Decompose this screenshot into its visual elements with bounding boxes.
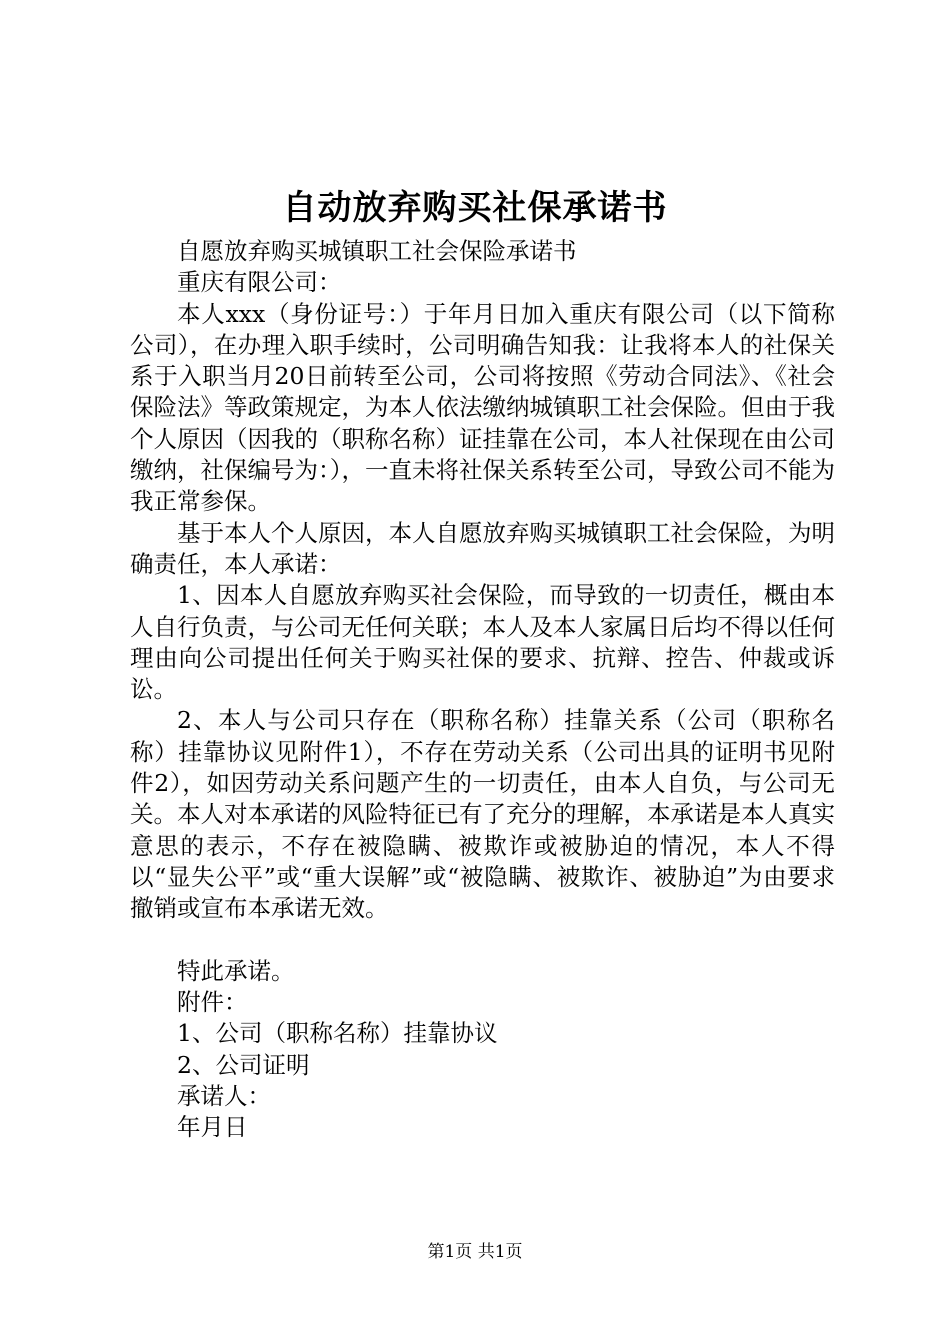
date-label: 年月日 bbox=[177, 1113, 248, 1142]
signatory-label: 承诺人： bbox=[177, 1082, 271, 1111]
attachments-heading: 附件： bbox=[177, 988, 248, 1017]
addressee-paragraph: 重庆有限公司： bbox=[177, 268, 342, 297]
document-body bbox=[130, 236, 835, 1144]
document-title: 自动放弃购买社保承诺书 bbox=[282, 188, 668, 228]
reason-paragraph: 基于本人个人原因，本人自愿放弃购买城镇职工社会保险，为明确责任，本人承诺： bbox=[130, 518, 835, 578]
page-footer: 第1页 共1页 bbox=[427, 1242, 523, 1262]
subtitle-paragraph: 自愿放弃购买城镇职工社会保险承诺书 bbox=[177, 237, 577, 265]
closing-statement: 特此承诺。 bbox=[177, 956, 295, 985]
attachment-item-1: 1、公司（职称名称）挂靠协议 bbox=[177, 1019, 498, 1048]
commitment-item-1: 1、因本人自愿放弃购买社会保险，而导致的一切责任，概由本人自行负责，与公司无任何关联；本人及本人家属日后均不得以任何理由向公司提出任何关于购买社保的要求、抗辩、控告、仲裁或诉讼。 bbox=[130, 581, 835, 704]
statement-paragraph: 本人xxx（身份证号：）于年月日加入重庆有限公司（以下简称公司），在办理入职手续时，公司明确告知我：让我将本人的社保关系于入职当月20日前转至公司，公司将按照《劳动合同法》、《社会保险法》等政策规定，为本人依法缴纳城镇职工社会保险。但由于我个人原因（因我的（职称名称）证挂靠在公司，本人社保现在由公司缴纳，社保编号为：），一直未将社保关系转至公司，导致公司不能为我正常参保。 bbox=[130, 299, 835, 516]
blank-line bbox=[130, 925, 835, 956]
attachment-item-2: 2、公司证明 bbox=[177, 1050, 310, 1079]
commitment-item-2: 2、本人与公司只存在（职称名称）挂靠关系（公司（职称名称）挂靠协议见附件1），不存在劳动关系（公司出具的证明书见附件2），如因劳动关系问题产生的一切责任，由本人自负，与公司无关。本人对本承诺的风险特征已有了充分的理解，本承诺是本人真实意思的表示，不存在被隐瞒、被欺诈或被胁迫的情况，本人不得以“显失公平”或“重大误解”或“被隐瞒、被欺诈、被胁迫”为由要求撤销或宣布本承诺无效。 bbox=[130, 706, 835, 923]
